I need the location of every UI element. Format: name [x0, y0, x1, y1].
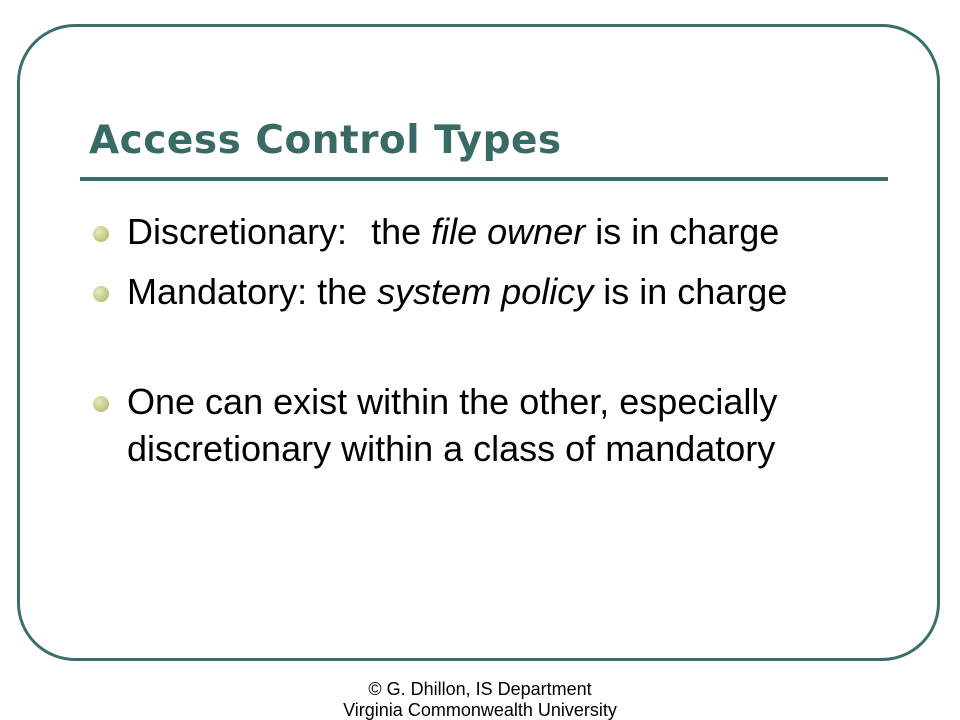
bullet-post: is in charge [603, 271, 788, 312]
bullet-text [127, 208, 897, 255]
footer-credit: © G. Dhillon, IS Department [368, 679, 592, 699]
bullet-emphasis: system policy [377, 271, 594, 312]
slide-title: Access Control Types [89, 118, 562, 163]
bullet-lead: Discretionary: [127, 211, 348, 252]
bullet-dot-icon [93, 286, 109, 302]
bullet-text: One can exist within the other, especially discretionary within a class of mandatory [127, 381, 778, 469]
bullet-dot-icon [93, 226, 109, 242]
bullet-emphasis: file owner [431, 211, 586, 252]
bullet-text [127, 268, 897, 315]
bullet-pre: the [371, 211, 422, 252]
bullet-post: is in charge [595, 211, 780, 252]
bullet-pre: the [317, 271, 368, 312]
bullet-lead: Mandatory: [127, 271, 308, 312]
footer-institution: Virginia Commonwealth University [343, 700, 617, 720]
title-underline [80, 177, 888, 181]
bullet-dot-icon [93, 396, 109, 412]
